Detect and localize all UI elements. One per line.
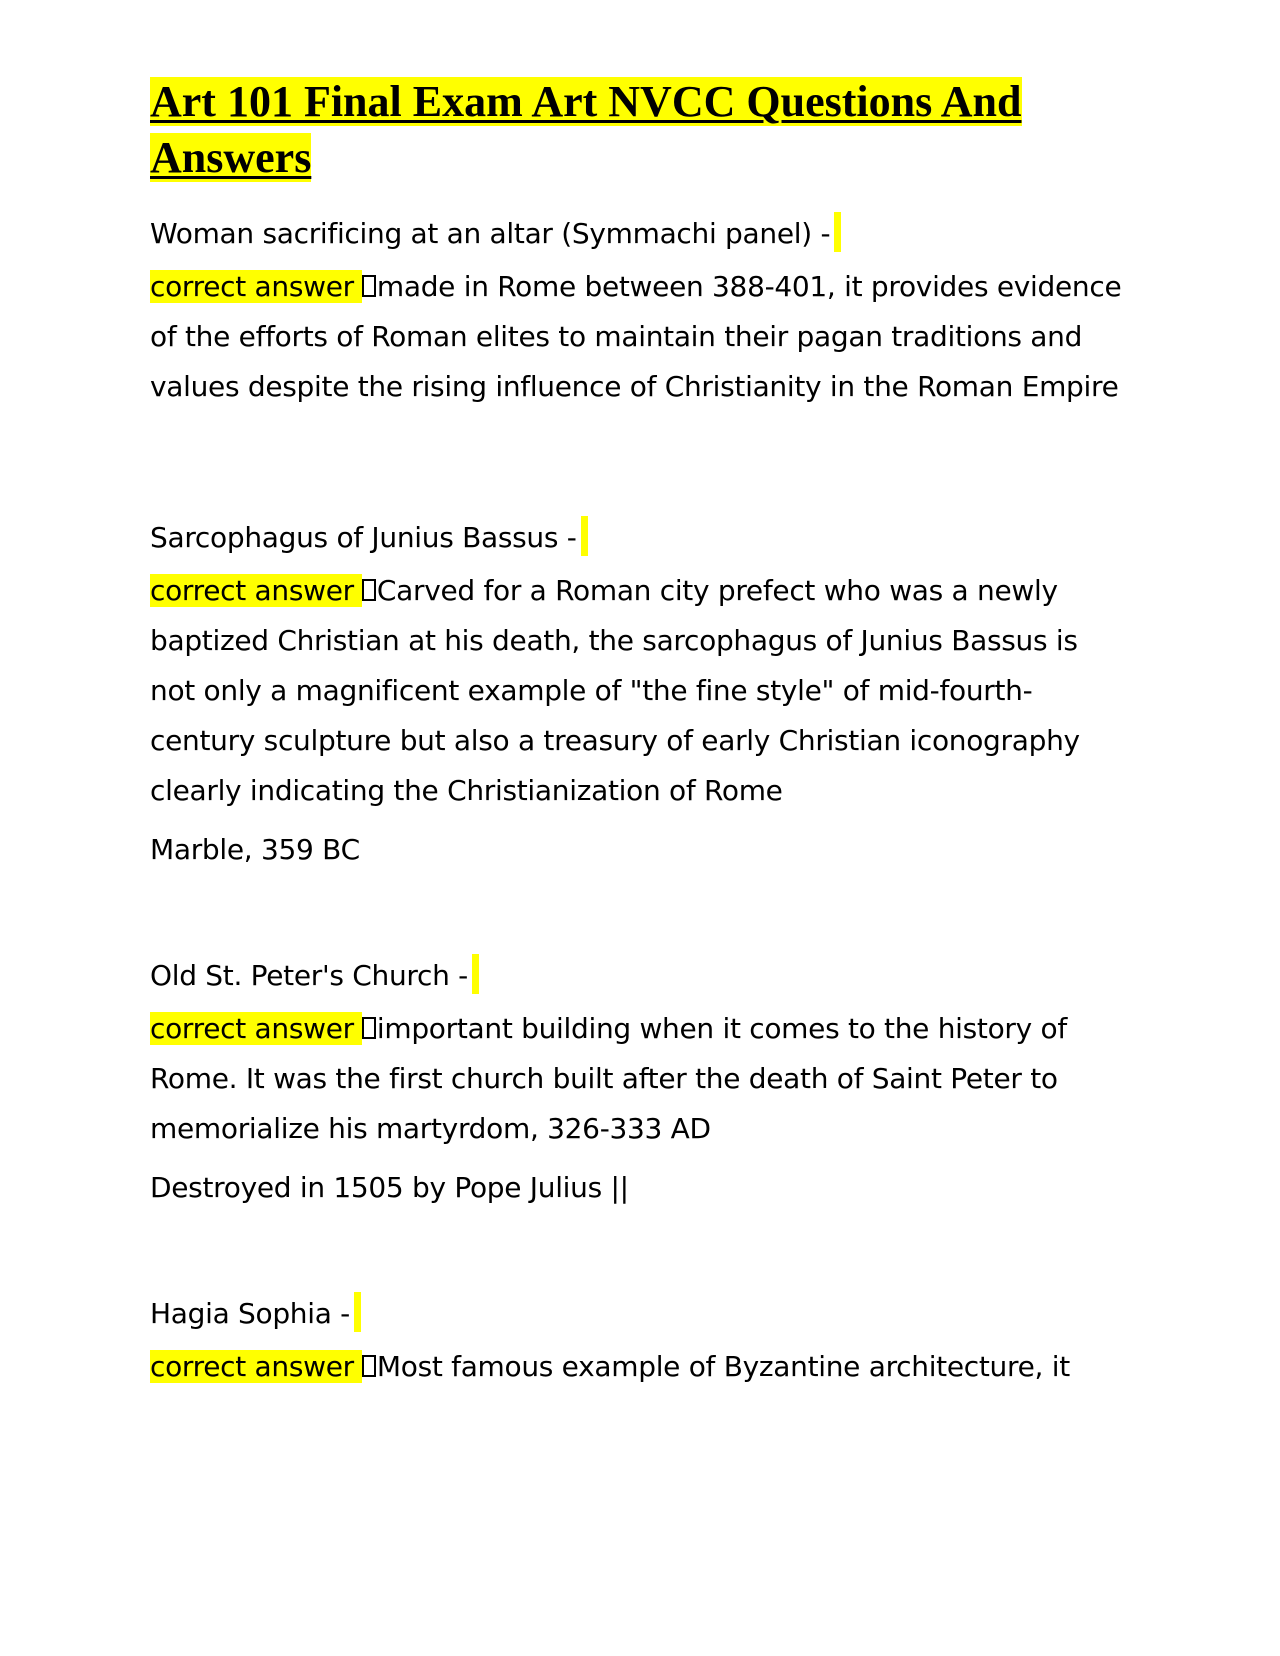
missing-glyph-icon xyxy=(362,1017,376,1039)
entry-spacer xyxy=(150,412,1130,516)
answer-paragraph xyxy=(150,1342,1130,1392)
title-text: Art 101 Final Exam Art NVCC Questions And Answers xyxy=(150,77,1022,182)
highlight-mark xyxy=(581,516,588,556)
highlight-mark xyxy=(472,954,479,994)
question-text: Hagia Sophia - xyxy=(150,1297,350,1330)
answer-label: correct answer xyxy=(150,574,362,607)
answer-label: correct answer xyxy=(150,1012,362,1045)
answer-paragraph xyxy=(150,262,1130,412)
entry-spacer xyxy=(150,1210,1130,1292)
answer-note: Destroyed in 1505 by Pope Julius || xyxy=(150,1171,629,1204)
question-line xyxy=(150,516,1130,560)
document-title xyxy=(150,74,1130,186)
document-content xyxy=(150,74,1130,1392)
missing-glyph-icon xyxy=(362,275,376,297)
answer-note: Marble, 359 BC xyxy=(150,833,360,866)
question-line xyxy=(150,212,1130,256)
answer-label: correct answer xyxy=(150,270,362,303)
question-line xyxy=(150,954,1130,998)
qa-entry xyxy=(150,516,1130,872)
qa-entry xyxy=(150,212,1130,412)
question-text: Old St. Peter's Church - xyxy=(150,959,468,992)
highlight-mark xyxy=(834,212,841,252)
answer-text: Carved for a Roman city prefect who was a newly baptized Christian at his death, the sarcophagus of Junius Bassus is not only a magnificent example of "the fine style" of mid-fourth-century sculpture but also a treasury of early Christian iconography clearly indicating the Christianization of Rome xyxy=(150,574,1080,807)
question-text: Woman sacrificing at an altar (Symmachi panel) - xyxy=(150,217,831,250)
answer-text: important building when it comes to the history of Rome. It was the first church built after the death of Saint Peter to memorialize his martyrdom, 326-333 AD xyxy=(150,1012,1067,1145)
highlight-mark xyxy=(354,1292,361,1332)
missing-glyph-icon xyxy=(362,1355,376,1377)
answer-paragraph xyxy=(150,566,1130,816)
qa-entry xyxy=(150,1292,1130,1392)
qa-entry xyxy=(150,954,1130,1210)
question-line xyxy=(150,1292,1130,1336)
answer-text: made in Rome between 388-401, it provides evidence of the efforts of Roman elites to maintain their pagan traditions and values despite the rising influence of Christianity in the Roman Empire xyxy=(150,270,1122,403)
entry-spacer xyxy=(150,872,1130,954)
answer-text: Most famous example of Byzantine architecture, it xyxy=(376,1350,1070,1383)
missing-glyph-icon xyxy=(362,579,376,601)
question-text: Sarcophagus of Junius Bassus - xyxy=(150,521,577,554)
answer-label: correct answer xyxy=(150,1350,362,1383)
answer-paragraph xyxy=(150,1004,1130,1154)
